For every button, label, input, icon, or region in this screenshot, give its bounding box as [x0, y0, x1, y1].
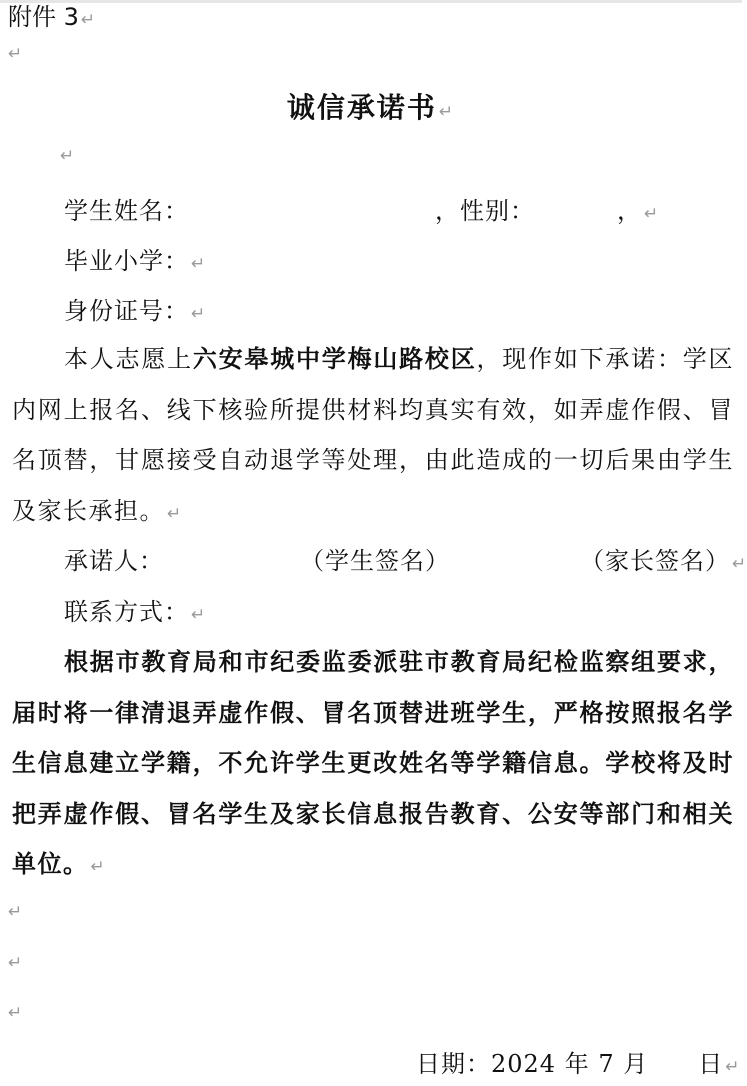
paragraph-mark-icon: ↵ — [167, 503, 183, 524]
date-month: 7 — [598, 1050, 615, 1078]
paragraph-mark-icon: ↵ — [732, 554, 747, 574]
date-month-unit: 月 — [623, 1050, 649, 1078]
id-number-line — [64, 296, 206, 329]
primary-school-label: 毕业小学： — [64, 247, 189, 275]
page-top-border — [0, 0, 742, 3]
date-label: 日期： — [416, 1050, 491, 1078]
paragraph-mark-icon: ↵ — [644, 204, 660, 224]
paragraph-mark-icon: ↵ — [90, 857, 107, 877]
paragraph-mark-icon: ↵ — [191, 304, 207, 324]
paragraph-mark-icon: ↵ — [60, 146, 75, 166]
student-name-label: 学生姓名： — [64, 197, 189, 225]
id-number-label: 身份证号： — [64, 297, 189, 325]
school-name: 六安皋城中学梅山路校区 — [192, 344, 477, 373]
primary-school-line — [64, 246, 206, 279]
student-name-line — [64, 196, 659, 229]
date-year-unit: 年 — [564, 1050, 590, 1078]
paragraph-mark-icon: ↵ — [8, 1003, 23, 1023]
date-year: 2024 — [491, 1050, 557, 1078]
paragraph-mark-icon: ↵ — [8, 953, 23, 973]
paragraph-mark-icon: ↵ — [8, 902, 23, 922]
promisor-line — [64, 546, 747, 579]
paragraph-mark-icon: ↵ — [191, 605, 207, 625]
paragraph-mark-icon: ↵ — [191, 254, 207, 274]
parent-sign-label: （家长签名） — [580, 547, 730, 575]
promisor-label: 承诺人： — [64, 547, 164, 575]
gender-label: ，性别： — [435, 197, 535, 225]
contact-label: 联系方式： — [64, 598, 189, 626]
document-title: 诚信承诺书 ↵ — [286, 91, 456, 124]
attachment-label: 附件 3 ↵ — [8, 3, 96, 31]
gender-end: ， — [617, 197, 642, 225]
notice-paragraph: 根据市教育局和市纪委监委派驻市教育局纪检监察组要求，届时将一律清退弄虚作假、冒名顶替进班学生，严格按照报名学生信息建立学籍，不允许学生更改姓名等学籍信息。学校将及时把弄虚作假、冒名学生及家长信息报告教育、公安等部门和相关单位。 ↵ — [12, 647, 734, 878]
paragraph-mark-icon: ↵ — [8, 44, 23, 64]
paragraph-mark-icon: ↵ — [80, 10, 96, 30]
paragraph-mark-icon: ↵ — [725, 1057, 741, 1077]
commitment-paragraph: 本人志愿上六安皋城中学梅山路校区，现作如下承诺：学区内网上报名、线下核验所提供材料均真实有效，如弄虚作假、冒名顶替，甘愿接受自动退学等处理，由此造成的一切后果由学生及家长承担。 ↵ — [12, 344, 735, 525]
date-day-unit: 日 — [698, 1050, 724, 1078]
student-sign-label: （学生签名） — [300, 547, 450, 575]
paragraph-mark-icon: ↵ — [438, 102, 456, 122]
date-line — [416, 1049, 741, 1082]
contact-line — [64, 597, 206, 630]
